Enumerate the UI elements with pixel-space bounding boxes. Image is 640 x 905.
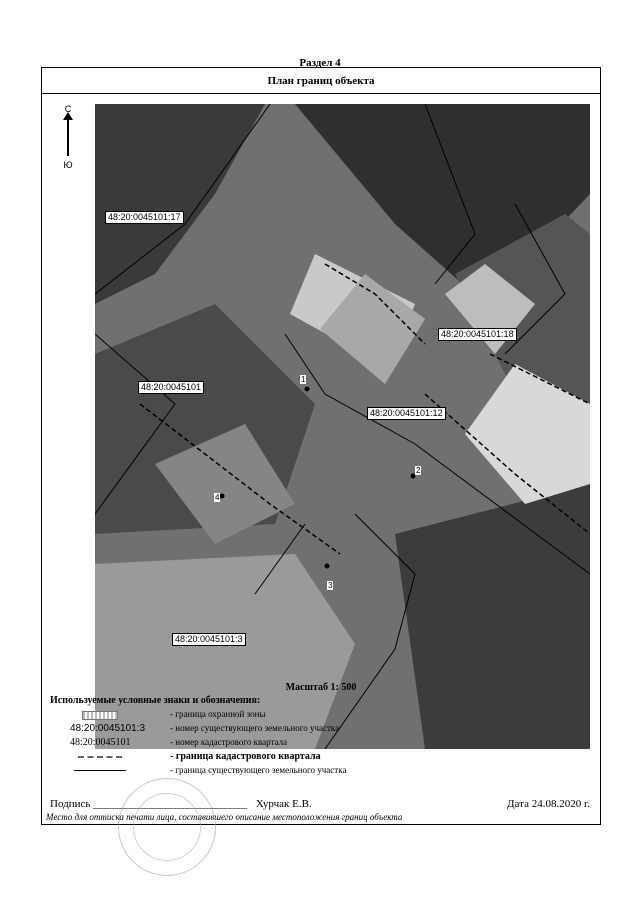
parcel-label-12: 48:20:0045101:12: [367, 407, 446, 420]
signer-name: Хурчак Е.В.: [255, 798, 312, 810]
compass-shaft: [67, 116, 69, 156]
parcel-boundary-symbol: [70, 765, 130, 777]
legend-text: - граница существующего земельного участка: [170, 765, 347, 775]
legend-item: [42, 737, 562, 749]
compass: [50, 104, 86, 184]
aerial-map: [95, 104, 590, 749]
legend-text: - граница охранной зоны: [170, 709, 266, 719]
seal-caption: Место для оттиска печати лица, составившего описание местоположения границ объекта: [46, 812, 403, 822]
legend-symbol-quarter-number: 48:20:0045101: [70, 737, 131, 748]
compass-south-label: Ю: [63, 160, 73, 170]
seal-stamp: [118, 778, 216, 876]
legend-item: [42, 765, 562, 777]
point-label-1: 1: [301, 375, 306, 384]
parcel-label-3: 48:20:0045101:3: [172, 633, 246, 646]
legend-item: [42, 723, 562, 735]
point-label-3: 3: [328, 581, 333, 590]
legend-text: - номер кадастрового квартала: [170, 737, 288, 747]
signature-blank: ____________________________: [93, 798, 248, 810]
legend-item: [42, 751, 562, 763]
document-frame: [41, 67, 601, 825]
protection-zone-symbol: [70, 709, 130, 721]
section-heading: Раздел 4: [299, 57, 341, 69]
parcel-label-18: 48:20:0045101:18: [438, 328, 517, 341]
signature-label: Подпись: [50, 798, 91, 810]
parcel-label-17: 48:20:0045101:17: [105, 211, 184, 224]
quarter-label: 48:20:0045101: [138, 381, 204, 394]
quarter-boundary-symbol: [70, 751, 130, 763]
map-scale: Масштаб 1: 500: [285, 682, 357, 693]
map-imagery: [95, 104, 590, 749]
point-label-4: 4: [215, 493, 220, 502]
point-label-2: 2: [416, 466, 421, 475]
compass-north-label: С: [64, 104, 72, 114]
legend-item: [42, 709, 562, 721]
plan-title: План границ объекта: [42, 68, 600, 94]
legend-symbol-parcel-number: 48:20:0045101:3: [70, 723, 146, 734]
legend-text: - граница кадастрового квартала: [170, 751, 321, 762]
signature-date: Дата 24.08.2020 г.: [507, 798, 590, 810]
legend-text: - номер существующего земельного участка: [170, 723, 340, 733]
legend-title: Используемые условные знаки и обозначения:: [50, 695, 261, 706]
